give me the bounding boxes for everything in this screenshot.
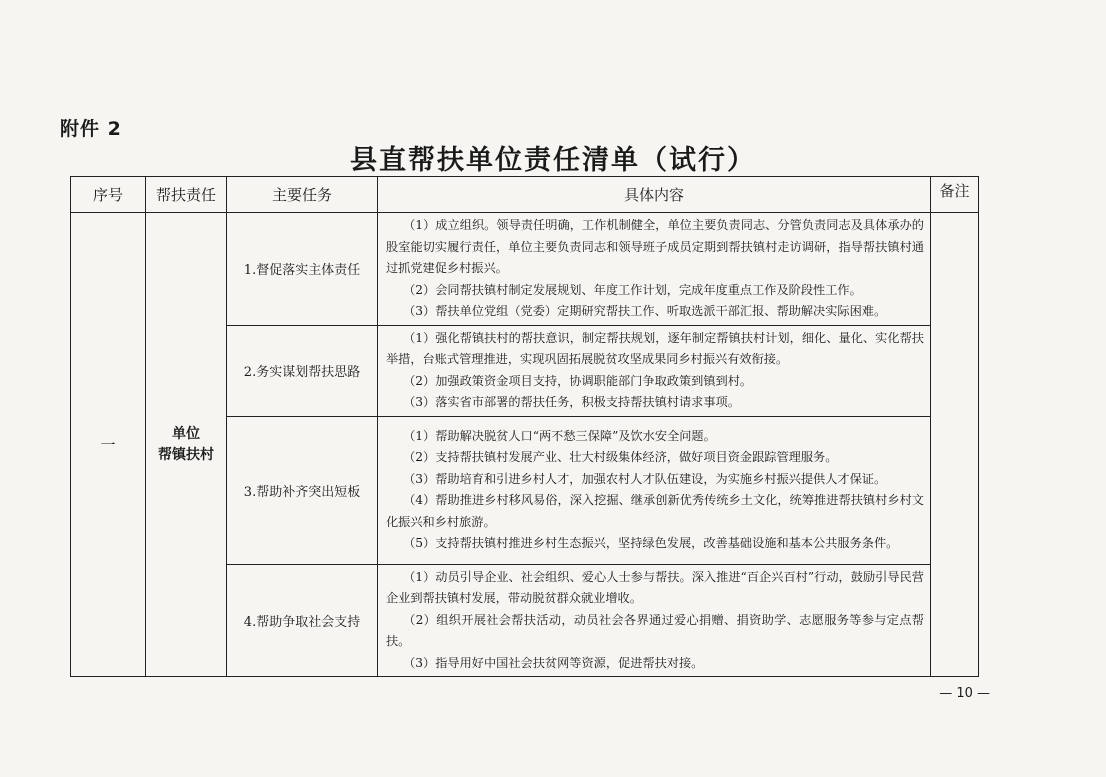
header-content: 具体内容 (378, 177, 931, 213)
task-cell: 2.务实谋划帮扶思路 (227, 325, 378, 416)
content-cell (378, 325, 931, 416)
content-cell (378, 213, 931, 326)
content-cell (378, 416, 931, 564)
content-item: （2）加强政策资金项目支持，协调职能部门争取政策到镇到村。 (403, 373, 753, 388)
content-item: （3）帮扶单位党组（党委）定期研究帮扶工作、听取选派干部汇报、帮助解决实际困难。 (403, 304, 887, 318)
content-item: （1）强化帮镇扶村的帮扶意识，制定帮扶规划，逐年制定帮镇扶村计划，细化、量化、实化帮扶举措，台账式管理推进，实现巩固拓展脱贫攻坚成果同乡村振兴有效衔接。 (386, 330, 924, 366)
content-item: （3）指导用好中国社会扶贫网等资源，促进帮扶对接。 (403, 655, 704, 670)
header-remarks: 备注 (931, 177, 979, 213)
task-cell: 1.督促落实主体责任 (227, 213, 378, 326)
content-cell (378, 564, 931, 677)
content-item: （1）帮助解决脱贫人口“两不愁三保障”及饮水安全问题。 (403, 428, 716, 443)
content-item: （3）落实省市部署的帮扶任务，积极支持帮扶镇村请求事项。 (403, 395, 740, 409)
content-item: （2）支持帮扶镇村发展产业、壮大村级集体经济，做好项目资金跟踪管理服务。 (403, 450, 838, 464)
content-item: （1）成立组织。领导责任明确，工作机制健全，单位主要负责同志、分管负责同志及具体承办的股室能切实履行责任，单位主要负责同志和领导班子成员定期到帮扶镇村走访调研，指导帮扶镇村通过抓党建促乡村振兴。 (386, 218, 924, 275)
content-item: （4）帮助推进乡村移风易俗，深入挖掘、继承创新优秀传统乡土文化，统筹推进帮扶镇村乡村文化振兴和乡村旅游。 (386, 493, 924, 529)
header-responsibility: 帮扶责任 (146, 177, 227, 213)
table-header-row (71, 177, 979, 213)
seq-cell: 一 (71, 213, 146, 677)
task-cell: 4.帮助争取社会支持 (227, 564, 378, 677)
content-item: （2）会同帮扶镇村制定发展规划、年度工作计划，完成年度重点工作及阶段性工作。 (403, 282, 862, 297)
responsibility-table (70, 176, 979, 677)
page-number: — 10 — (939, 686, 990, 701)
table-row (71, 213, 979, 326)
header-seq: 序号 (71, 177, 146, 213)
content-item: （1）动员引导企业、社会组织、爱心人士参与帮扶。深入推进“百企兴百村”行动，鼓励引导民营企业到帮扶镇村发展，带动脱贫群众就业增收。 (386, 569, 924, 605)
content-item: （2）组织开展社会帮扶活动，动员社会各界通过爱心捐赠、捐资助学、志愿服务等参与定点帮扶。 (386, 612, 924, 648)
responsibility-line1: 单位 (172, 425, 200, 442)
content-item: （5）支持帮扶镇村推进乡村生态振兴，坚持绿色发展，改善基础设施和基本公共服务条件。 (403, 536, 899, 550)
document-title: 县直帮扶单位责任清单（试行） (350, 145, 756, 176)
responsibility-line2: 帮镇扶村 (158, 446, 214, 463)
header-task: 主要任务 (227, 177, 378, 213)
attachment-label: 附件 2 (60, 118, 122, 140)
task-cell: 3.帮助补齐突出短板 (227, 416, 378, 564)
remarks-cell (931, 213, 979, 677)
content-item: （3）帮助培育和引进乡村人才，加强农村人才队伍建设，为实施乡村振兴提供人才保证。 (403, 471, 887, 486)
responsibility-cell (146, 213, 227, 677)
